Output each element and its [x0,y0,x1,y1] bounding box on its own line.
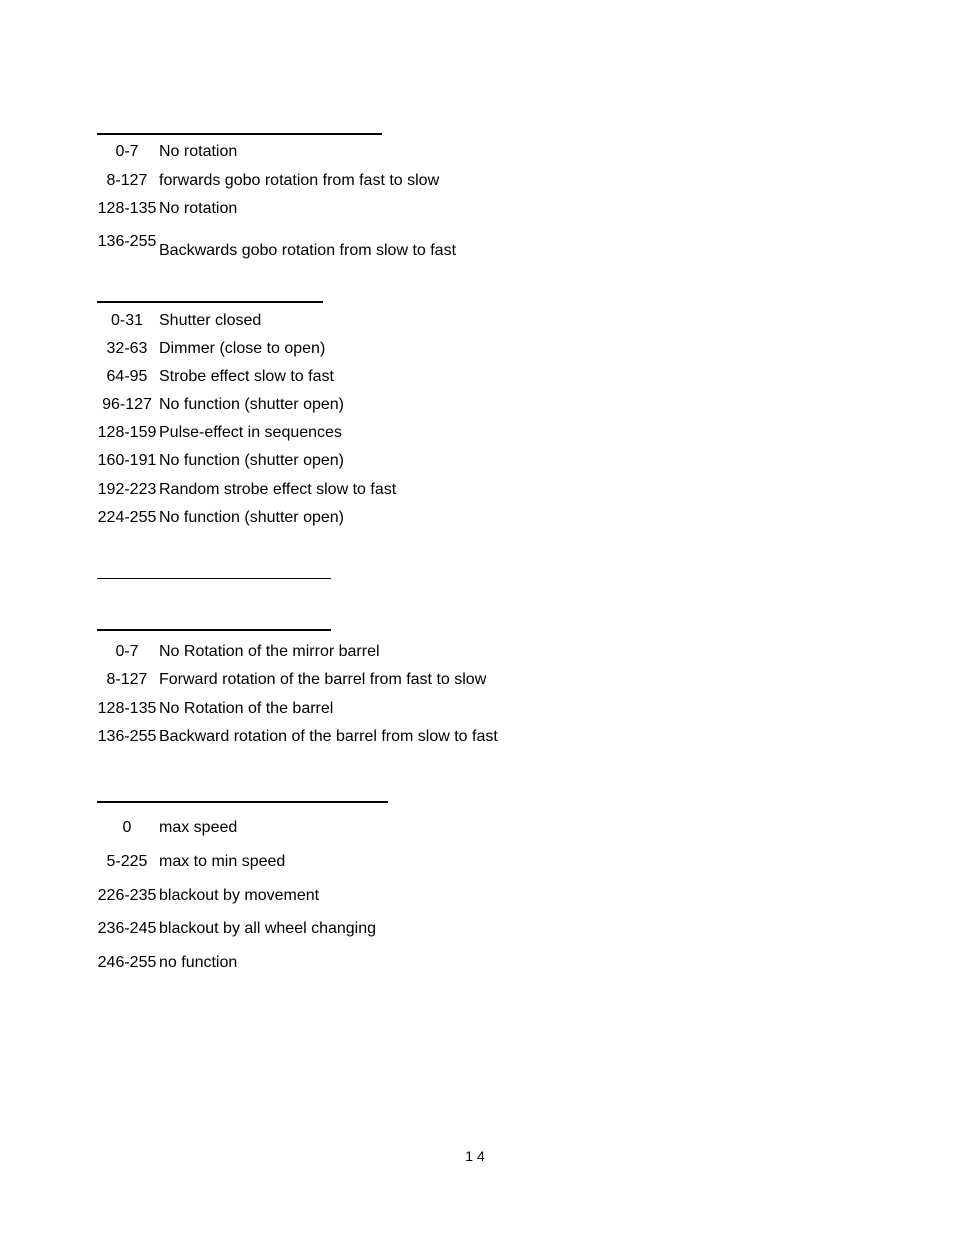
function-description: max speed [159,819,238,836]
function-description: forwards gobo rotation from fast to slow [159,172,440,189]
section-rule-2 [97,301,323,303]
function-description: No function (shutter open) [159,509,344,526]
section-rule-1 [97,133,382,135]
dmx-value: 8-127 [106,671,148,688]
section-rule-3 [97,578,331,579]
dmx-value: 8-127 [106,172,148,189]
function-description: No Rotation of the barrel [159,700,334,717]
dmx-value: 0 [122,819,132,836]
dmx-value: 0-31 [110,312,144,329]
function-description: Backwards gobo rotation from slow to fast [159,242,457,259]
dmx-value: 192-223 [97,481,157,498]
dmx-value: 224-255 [97,509,157,526]
function-description: No rotation [159,143,238,160]
dmx-value: 64-95 [106,368,148,385]
function-description: blackout by movement [159,887,320,904]
dmx-value: 5-225 [106,853,148,870]
dmx-value: 128-135 [97,200,157,217]
function-description: No function (shutter open) [159,452,344,469]
function-description: Random strobe effect slow to fast [159,481,397,498]
dmx-value: 236-245 [97,920,157,937]
dmx-value: 128-135 [97,700,157,717]
dmx-value: 0-7 [115,143,139,160]
dmx-value: 246-255 [97,954,157,971]
function-description: No Rotation of the mirror barrel [159,643,380,660]
function-description: Strobe effect slow to fast [159,368,334,385]
dmx-value: 136-255 [97,233,157,250]
function-description: Shutter closed [159,312,262,329]
function-description: No function (shutter open) [159,396,344,413]
dmx-value: 136-255 [97,728,157,745]
dmx-value: 32-63 [106,340,148,357]
function-description: Backward rotation of the barrel from slow to fast [159,728,498,745]
page-number: 14 [465,1148,489,1164]
dmx-value: 0-7 [115,643,139,660]
function-description: Forward rotation of the barrel from fast to slow [159,671,487,688]
dmx-value: 226-235 [97,887,157,904]
function-description: blackout by all wheel changing [159,920,377,937]
function-description: Pulse-effect in sequences [159,424,342,441]
section-rule-5 [97,801,388,803]
function-description: no function [159,954,238,971]
dmx-value: 128-159 [97,424,157,441]
function-description: max to min speed [159,853,286,870]
dmx-value: 160-191 [97,452,157,469]
function-description: No rotation [159,200,238,217]
function-description: Dimmer (close to open) [159,340,326,357]
dmx-value: 96-127 [102,396,152,413]
section-rule-4 [97,629,331,631]
